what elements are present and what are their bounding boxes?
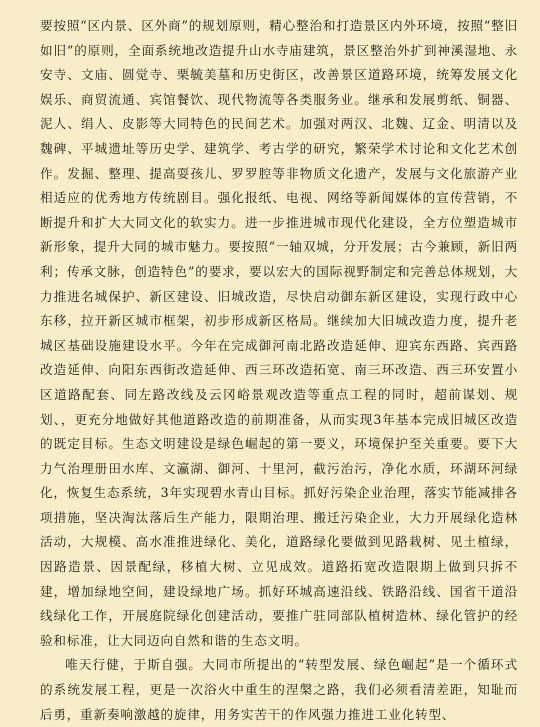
paragraph-2: 唯天行健，于斯自强。大同市所提出的“转型发展、绿色崛起”是一个循环式的系统发展工程，更是一次浴火中重生的涅槃之路，我们必须看清差距，知耻而后勇，重新奏响激越的旋律，用务实苦干的作风强力推进工业化转型、 (40, 657, 518, 722)
paragraph-1 (40, 14, 518, 653)
paragraph-1-continuation: ，更充分地做好其他道路改造的前期准备，从而实现3年基本完成旧城区改造的既定目标。生态文明建设是绿色崛起的第一要义，环境保护至关重要。要下大力气治理册田水库、文瀛湖、御河、十里河，截污治污，净化水质，环湖环河绿化，恢复生态系统，3年实现碧水青山目标。抓好污染企业治理，落实节能减排各项措施，坚决淘汰落后生产能力，限期治理、搬迁污染企业，大力开展绿化造林活动，大规模、高水准推进绿化、美化，道路绿化要做到见路栽树、见土植绿，因路造景、因景配绿，移植大树、立见成效。道路拓宽改造限期上做到只拆不建，增加绿地空间，建设绿地广场。抓好环城高速沿线、铁路沿线、国省干道沿线绿化工作，开展庭院绿化创建活动，要推广驻同部队植树造林、绿化管护的经验和标准，让大同迈向自然和谐的生态文明。 (40, 411, 518, 648)
paragraph-1-text: 要按照“区内景、区外商”的规划原则，精心整治和打造景区内外环境，按照“整旧如旧”的原则，全面系统地改造提升山水寺庙建筑，景区整治外扩到神溪湿地、永安寺、文庙、圆觉寺、栗毓美墓和历史街区，改善景区道路环境，统筹发展文化娱乐、商贸流通、宾馆餐饮、现代物流等各类服务业。继承和发展剪纸、铜器、泥人、绢人、皮影等大同特色的民间艺术。加强对两汉、北魏、辽金、明清以及魏碑、平城遗址等历史学、建筑学、考古学的研究，繁荣学术讨论和文化艺术创作。发掘、整理、提高耍孩儿、罗罗腔等非物质文化遗产，发展与文化旅游产业相适应的优秀地方传统剧目。强化报纸、电视、网络等新闻媒体的宣传营销，不断提升和扩大大同文化的软实力。进一步推进城市现代化建设，全方位塑造城市新形象，提升大同的城市魅力。要按照“一轴双城，分开发展；古今兼顾，新旧两利；传承文脉，创造特色”的要求，要以宏大的国际视野制定和完善总体规划，大力推进名城保护、新区建设、旧城改造，尽快启动御东新区建设，实现行政中心东移，拉开新区城市框架，初步形成新区格局。继续加大旧城改造力度，提升老城区基础设施建设水平。今年在完成御河南北路改造延伸、迎宾东西路、宾西路改造延伸、向阳东西街改造延伸、西三环改造拓宽、南三环改造、西三环安置小区道路配套、同左路改线及云冈峪景观改造等重点工程的同时，超前谋划、规划、 (40, 18, 518, 427)
